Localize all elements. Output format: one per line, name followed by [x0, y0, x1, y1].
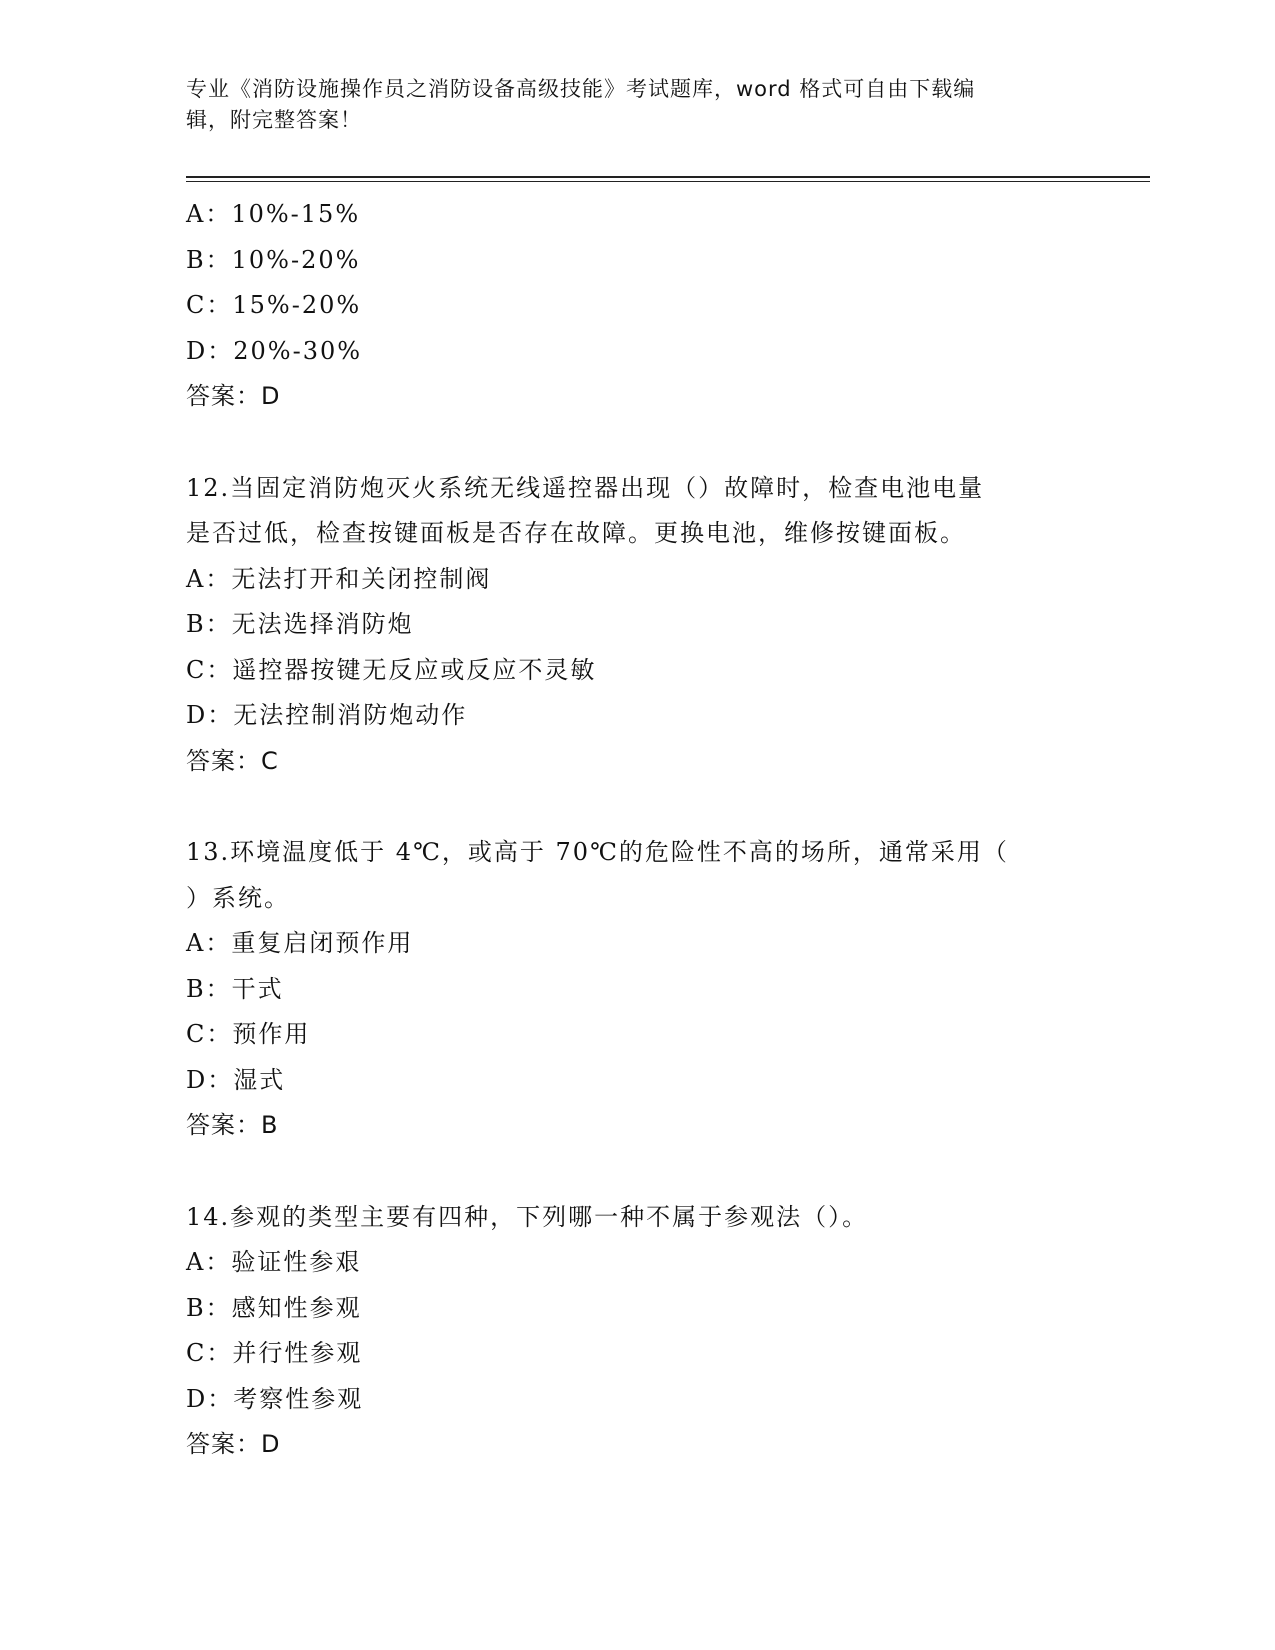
question-14 — [186, 1195, 1086, 1468]
option-d: D：20%-30% — [186, 336, 363, 365]
spacer — [186, 420, 1086, 466]
option-c: C：15%-20% — [186, 291, 362, 319]
option-b: B：无法选择消防炮 — [186, 610, 414, 638]
question-11 — [186, 192, 1086, 420]
option-d: D：无法控制消防炮动作 — [186, 701, 468, 729]
option-c: C：预作用 — [186, 1020, 311, 1048]
header-line-2: 辑，附完整答案！ — [186, 108, 362, 132]
spacer — [186, 1149, 1086, 1195]
question-stem: ）系统。 — [186, 883, 290, 912]
question-stem: 14.参观的类型主要有四种，下列哪一种不属于参观法（）。 — [186, 1202, 869, 1231]
option-a: A：10%-15% — [186, 200, 361, 228]
document-header — [186, 74, 1066, 136]
option-b: B：10%-20% — [186, 245, 361, 274]
question-content — [186, 192, 1086, 1468]
header-divider-thick — [186, 176, 1150, 178]
question-13 — [186, 830, 1086, 1149]
spacer — [186, 784, 1086, 830]
answer: 答案：C — [186, 746, 279, 775]
option-d: D：湿式 — [186, 1065, 286, 1094]
answer: 答案：D — [186, 382, 281, 410]
question-stem: 是否过低，检查按键面板是否存在故障。更换电池，维修按键面板。 — [186, 519, 966, 547]
question-12 — [186, 466, 1086, 785]
option-d: D：考察性参观 — [186, 1384, 364, 1413]
header-divider-thin — [186, 181, 1150, 182]
option-c: C：遥控器按键无反应或反应不灵敏 — [186, 655, 597, 684]
option-b: B：感知性参观 — [186, 1293, 362, 1322]
option-c: C：并行性参观 — [186, 1339, 363, 1367]
question-stem: 13.环境温度低于 4℃，或高于 70℃的危险性不高的场所，通常采用（ — [186, 838, 1009, 866]
option-a: A：验证性参艰 — [186, 1248, 362, 1276]
option-a: A：无法打开和关闭控制阀 — [186, 564, 492, 593]
option-b: B：干式 — [186, 974, 284, 1003]
question-stem: 12.当固定消防炮灭火系统无线遥控器出现（）故障时，检查电池电量 — [186, 473, 985, 502]
option-a: A：重复启闭预作用 — [186, 929, 414, 957]
answer: 答案：B — [186, 1111, 279, 1139]
answer: 答案：D — [186, 1430, 281, 1458]
header-line-1: 专业《消防设施操作员之消防设备高级技能》考试题库，word 格式可自由下载编 — [186, 77, 976, 101]
